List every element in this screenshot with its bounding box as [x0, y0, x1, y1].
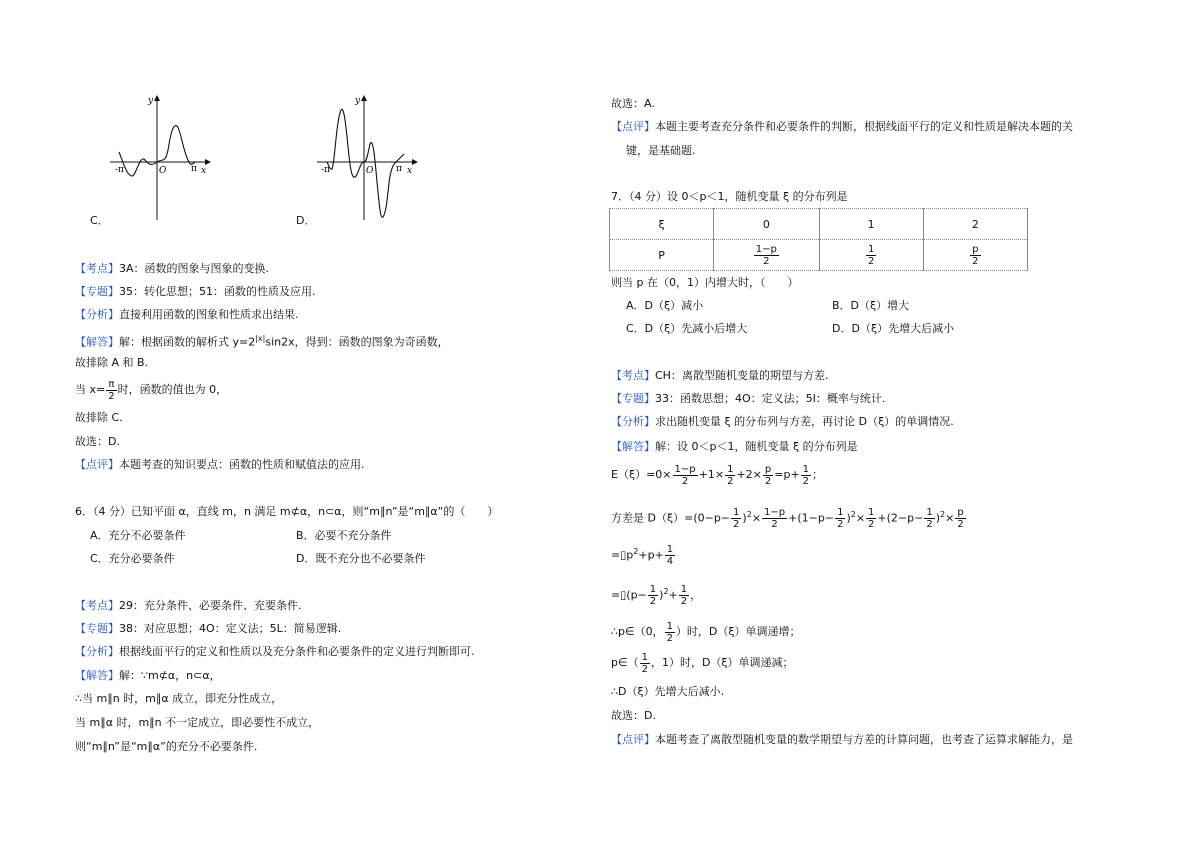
square-sup: 2	[850, 510, 856, 519]
fraction-denominator: 2	[802, 475, 810, 487]
table-cell: 0	[714, 209, 819, 240]
fraction-denominator: 2	[868, 519, 875, 531]
zhuanti-text: 35：转化思想；51：函数的性质及应用.	[119, 285, 316, 298]
q7-option-d: D．D（ξ）先增大后减小	[832, 322, 955, 335]
q6-answer: 故选：A.	[611, 97, 655, 110]
q5-exclude-ab: 故排除 A 和 B.	[75, 356, 149, 369]
fraction-numerator: 1	[926, 507, 933, 519]
e-end: ；	[812, 468, 824, 481]
square-sup: 2	[633, 547, 639, 556]
graph-c-origin: O	[159, 166, 167, 176]
q7-question: 则当 p 在（0，1）内增大时，（ ）	[611, 276, 799, 289]
times: ×	[945, 511, 955, 525]
q6-line1: ∴当 m∥n 时，m∥α 成立，即充分性成立，	[75, 692, 283, 705]
fenxi-tag: 【分析】	[75, 308, 119, 321]
zhuanti-text: 33：函数思想；4O：定义法；5I：概率与统计.	[655, 392, 886, 405]
fraction-numerator: π	[106, 379, 116, 391]
table-cell	[819, 240, 923, 271]
decreasing-interval	[611, 648, 794, 678]
e-mid2: +2×	[736, 468, 762, 481]
fraction-numerator: 1	[680, 584, 688, 596]
q7-kaodian	[611, 369, 828, 383]
eq2-prefix: =	[611, 588, 621, 602]
q6-line3: 则“m∥n”是“m∥α”的充分不必要条件.	[75, 740, 258, 753]
var-term2: (1−p−	[797, 511, 835, 525]
eq2-close: )	[659, 588, 664, 602]
var-close: )	[935, 511, 941, 525]
q6-option-b: B．必要不充分条件	[296, 529, 392, 542]
fraction-denominator: 2	[763, 255, 770, 267]
jieda-tag: 【解答】	[75, 335, 119, 349]
table-row	[610, 240, 1028, 271]
table-cell: ξ	[610, 209, 714, 240]
q5-fenxi	[75, 308, 299, 322]
distribution-table	[609, 208, 1028, 271]
q7-dianping	[611, 733, 1073, 747]
fraction	[640, 652, 650, 675]
graph-c-x-label: x	[201, 166, 207, 176]
variance-eq1	[611, 537, 676, 571]
dianping-tag: 【点评】	[611, 120, 655, 133]
var-prefix: 方差是 D（ξ）=	[611, 511, 694, 525]
variance-line	[611, 500, 967, 534]
q5-when-x	[75, 375, 227, 405]
square-sup: 2	[663, 587, 669, 596]
eq1-box: ▯	[620, 548, 627, 562]
fraction	[725, 464, 735, 487]
table-cell: 2	[923, 209, 1027, 240]
graph-c-y-label: y	[148, 96, 154, 106]
fraction	[866, 507, 876, 530]
zhuanti-text: 38：对应思想；4O：定义法；5L：简易逻辑.	[119, 622, 342, 635]
plus: +	[877, 511, 887, 525]
q7-conclusion: ∴D（ξ）先增大后减小.	[611, 685, 725, 698]
kaodian-tag: 【考点】	[75, 262, 119, 275]
fraction	[762, 507, 787, 530]
q5-zhuanti	[75, 285, 316, 299]
fraction-numerator: 1	[641, 651, 648, 663]
variance-eq2	[611, 577, 701, 611]
fraction	[679, 584, 689, 607]
fraction	[665, 621, 675, 644]
fenxi-text: 根据线面平行的定义和性质以及充分条件和必要条件的定义进行判断即可.	[119, 645, 475, 658]
fraction-denominator: 2	[681, 475, 689, 487]
fraction-denominator: 2	[764, 475, 772, 487]
q7-option-b: B．D（ξ）增大	[832, 299, 910, 312]
dianping-tag: 【点评】	[75, 458, 119, 471]
graph-d	[312, 92, 427, 227]
fraction	[648, 584, 658, 607]
fraction-denominator: 2	[926, 519, 933, 531]
var-close: )	[846, 511, 851, 525]
fraction	[731, 507, 741, 530]
zhuanti-tag: 【专题】	[611, 392, 655, 405]
graph-d-label: D．	[296, 214, 316, 227]
table-cell	[923, 240, 1027, 271]
table-row	[610, 209, 1028, 240]
q5-kaodian	[75, 262, 269, 276]
graph-d-pi: π	[396, 164, 402, 174]
fraction-denominator: 2	[771, 519, 778, 531]
e-prefix: E（ξ）=0×	[611, 468, 672, 481]
fraction-denominator: 2	[733, 519, 740, 531]
q6-kaodian	[75, 599, 302, 613]
fraction-numerator: 1	[666, 620, 673, 632]
inc-suffix: ）时，D（ξ）单调递增；	[675, 625, 801, 638]
graph-d-neg-pi: -π	[321, 165, 330, 175]
fraction-denominator: 2	[957, 519, 964, 531]
e-mid1: +1×	[698, 468, 725, 481]
fraction-numerator: 1−p	[755, 243, 777, 255]
fraction-numerator: p	[955, 507, 965, 519]
q6-option-a: A．充分不必要条件	[90, 529, 186, 542]
fraction-numerator: 1	[649, 584, 657, 596]
kaodian-text: 29：充分条件、必要条件、充要条件.	[119, 599, 302, 612]
jieda-text: 解：根据函数的解析式 y=2	[119, 335, 256, 349]
jieda-sup: |x|	[255, 334, 266, 343]
fraction-numerator: 1	[868, 507, 875, 519]
dianping-text: 本题考查了离散型随机变量的数学期望与方差的计算问题，也考查了运算求解能力，是	[655, 733, 1073, 746]
square-sup: 2	[746, 510, 752, 519]
dec-prefix: p∈（	[611, 656, 639, 669]
expectation-line	[611, 460, 823, 490]
jieda-text: 解：设 0＜p＜1，随机变量 ξ 的分布列是	[655, 440, 858, 453]
jieda-tag: 【解答】	[75, 669, 119, 682]
fraction	[835, 507, 845, 530]
jieda-text2: sin2x，得到：函数的图象为奇函数，	[265, 335, 449, 349]
kaodian-text: CH：离散型随机变量的期望与方差.	[655, 369, 829, 382]
graph-d-x-label: x	[407, 166, 413, 176]
zhuanti-tag: 【专题】	[75, 285, 119, 298]
q7-zhuanti	[611, 392, 885, 406]
var-close: )	[742, 511, 747, 525]
fraction	[955, 507, 965, 530]
fraction	[924, 507, 934, 530]
x-axis-arrow-icon	[412, 159, 418, 165]
q7-answer: 故选：D.	[611, 709, 656, 722]
when-x-suffix: 时，函数的值也为 0，	[117, 383, 228, 396]
fraction-denominator: 2	[680, 596, 688, 608]
q6-dianping-cont: 键，是基础题.	[626, 144, 696, 157]
times: ×	[751, 511, 762, 525]
table-cell: 1	[819, 209, 923, 240]
jieda-text: 解：∵m⊄α，n⊂α，	[119, 669, 221, 682]
fraction-numerator: 1	[733, 507, 740, 519]
table-cell	[714, 240, 819, 271]
graph-c	[105, 92, 220, 227]
fenxi-text: 求出随机变量 ξ 的分布列与方差，再讨论 D（ξ）的单调情况.	[655, 415, 954, 428]
fraction-numerator: 1	[727, 463, 734, 475]
e-mid3: =p+	[774, 468, 800, 481]
increasing-interval	[611, 617, 801, 647]
eq2-end: ，	[690, 588, 702, 602]
q6-stem: 6．（4 分）已知平面 α，直线 m，n 满足 m⊄α，n⊂α，则“m∥n”是“m∥α”的（ ）	[75, 505, 499, 518]
kaodian-tag: 【考点】	[75, 599, 119, 612]
eq2-box: ▯	[620, 588, 627, 602]
fraction	[801, 464, 811, 487]
dec-suffix: ，1）时，D（ξ）单调递减；	[650, 656, 794, 669]
fraction	[754, 244, 779, 267]
var-term1: (0−p−	[693, 511, 731, 525]
dianping-tag: 【点评】	[611, 733, 655, 746]
q6-jieda	[75, 669, 221, 683]
fenxi-tag: 【分析】	[75, 645, 119, 658]
q6-fenxi	[75, 645, 475, 659]
fraction-numerator: 1	[666, 544, 674, 556]
fenxi-text: 直接利用函数的图象和性质求出结果.	[119, 308, 299, 321]
fraction	[763, 464, 773, 487]
x-axis-arrow-icon	[205, 159, 211, 165]
times: ×	[855, 511, 866, 525]
fraction	[970, 244, 980, 267]
eq2-text: (p−	[626, 588, 647, 602]
q5-jieda	[75, 332, 449, 350]
q6-dianping	[611, 120, 1073, 134]
q6-line2: 当 m∥α 时，m∥n 不一定成立，即必要性不成立，	[75, 716, 320, 729]
eq1-text: p	[626, 548, 634, 562]
y-axis-arrow-icon	[154, 95, 160, 101]
graph-d-y-label: y	[355, 96, 361, 106]
fraction-denominator: 2	[972, 255, 979, 267]
q5-dianping	[75, 458, 365, 472]
eq2-plus: +	[668, 588, 678, 602]
when-x-prefix: 当 x=	[75, 383, 106, 396]
q5-answer: 故选：D.	[75, 435, 120, 448]
plus: +	[788, 511, 798, 525]
q7-jieda	[611, 440, 858, 454]
fenxi-tag: 【分析】	[611, 415, 655, 428]
fraction	[866, 244, 876, 267]
zhuanti-tag: 【专题】	[75, 622, 119, 635]
fraction-numerator: 1	[867, 243, 875, 255]
fraction-numerator: 1	[837, 507, 844, 519]
kaodian-text: 3A：函数的图象与图象的变换.	[119, 262, 270, 275]
eq1-prefix: =	[611, 548, 621, 562]
graph-d-curve	[327, 109, 404, 217]
q6-zhuanti	[75, 622, 341, 636]
q7-option-a: A．D（ξ）减小	[626, 299, 704, 312]
fraction-numerator: 1	[802, 463, 810, 475]
fraction-denominator: 2	[641, 663, 648, 675]
var-term3: (2−p−	[886, 511, 924, 525]
fraction-denominator: 2	[837, 519, 844, 531]
dianping-text: 本题考查的知识要点：函数的性质和赋值法的应用.	[119, 458, 365, 471]
square-sup: 2	[940, 510, 946, 519]
inc-prefix: ∴p∈（0，	[611, 625, 664, 638]
dianping-text: 本题主要考查充分条件和必要条件的判断，根据线面平行的定义和性质是解决本题的关	[655, 120, 1073, 133]
table-cell: P	[610, 240, 714, 271]
q5-exclude-c: 故排除 C.	[75, 411, 123, 424]
fraction-numerator: p	[763, 464, 773, 476]
graph-c-label: C．	[90, 214, 109, 227]
y-axis-arrow-icon	[361, 95, 367, 101]
pi-over-2-fraction	[106, 379, 116, 402]
q6-option-c: C．充分必要条件	[90, 552, 175, 565]
fraction-denominator: 4	[666, 556, 674, 568]
fraction	[673, 464, 698, 487]
q7-fenxi	[611, 415, 954, 429]
fraction-denominator: 2	[108, 390, 115, 402]
fraction	[665, 544, 675, 567]
fraction-denominator: 2	[666, 632, 673, 644]
fraction-numerator: 1−p	[764, 507, 786, 519]
q6-option-d: D．既不充分也不必要条件	[296, 552, 426, 565]
jieda-tag: 【解答】	[611, 440, 655, 453]
graph-c-neg-pi: -π	[115, 165, 124, 175]
kaodian-tag: 【考点】	[611, 369, 655, 382]
fraction-denominator: 2	[649, 596, 657, 608]
graph-c-pi: π	[191, 164, 197, 174]
fraction-numerator: 1−p	[674, 463, 696, 475]
q7-option-c: C．D（ξ）先减小后增大	[626, 322, 748, 335]
graph-d-origin: O	[366, 166, 374, 176]
eq1-text2: +p+	[638, 548, 664, 562]
fraction-denominator: 2	[727, 475, 734, 487]
q7-stem: 7．（4 分）设 0＜p＜1，随机变量 ξ 的分布列是	[611, 190, 848, 203]
fraction-denominator: 2	[867, 255, 875, 267]
fraction-numerator: p	[970, 244, 980, 256]
